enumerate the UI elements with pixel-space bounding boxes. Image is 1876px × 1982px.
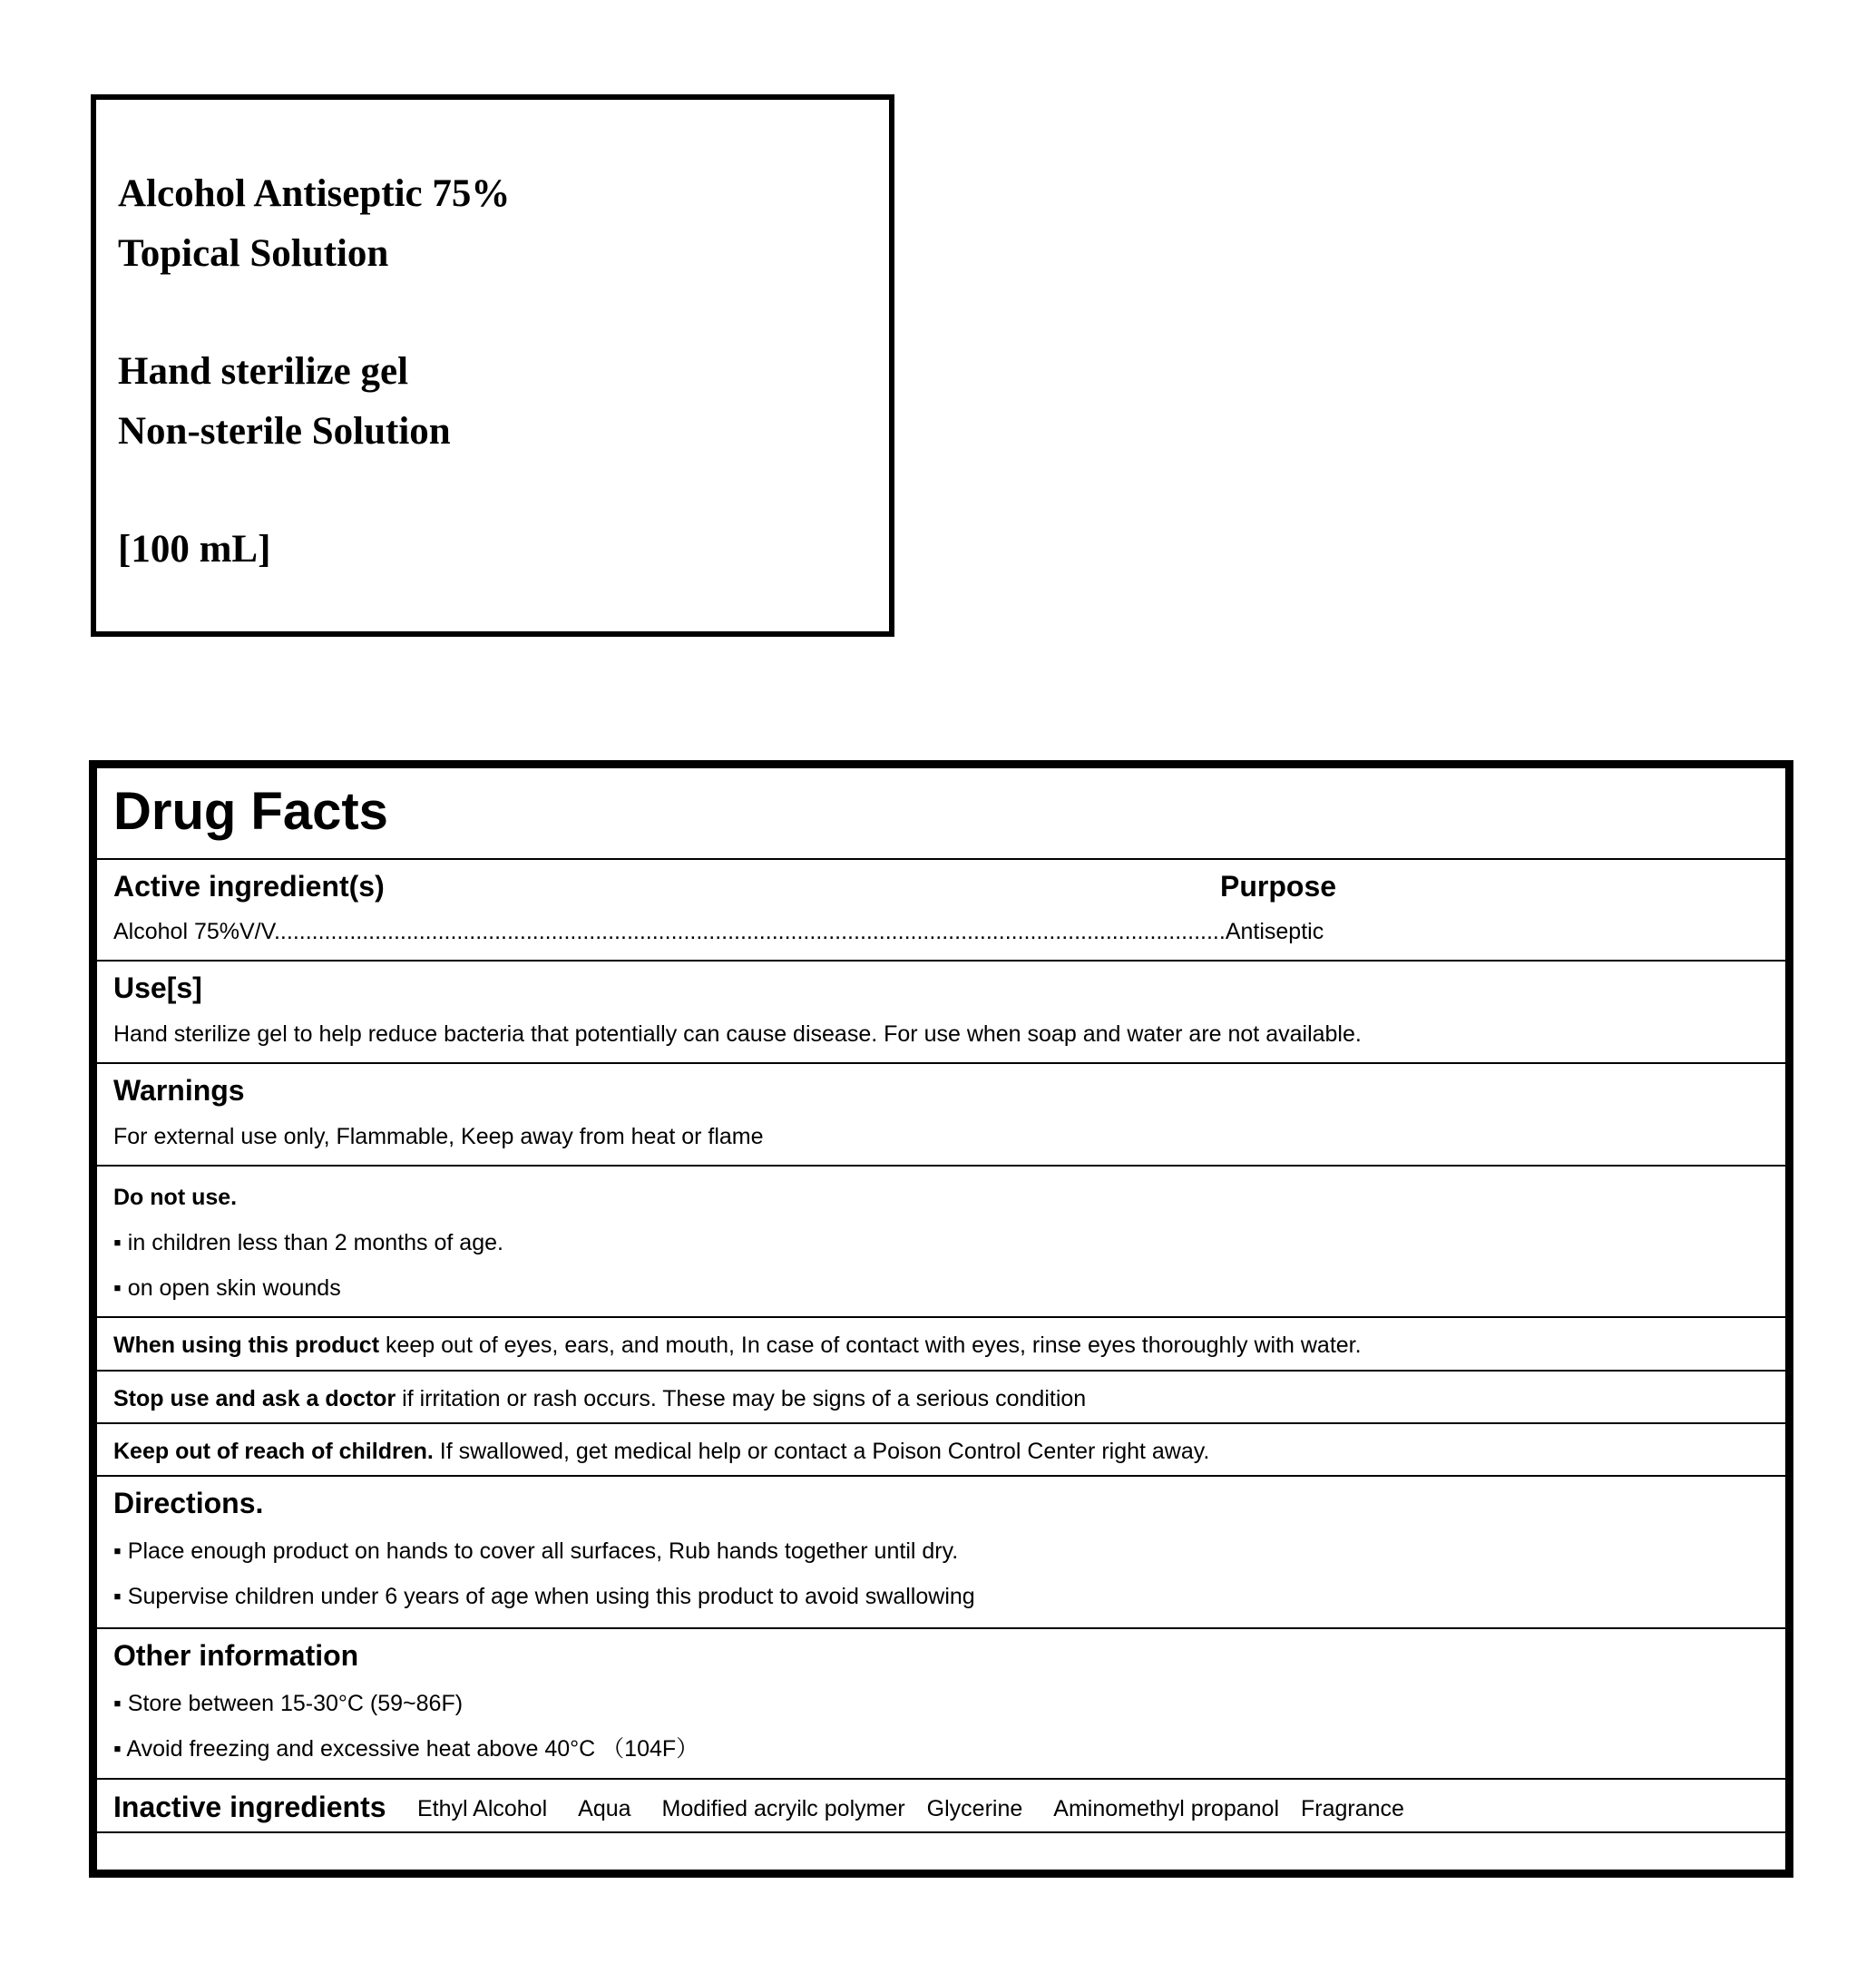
active-ingredient-row	[97, 860, 1785, 962]
directions-item: ▪ Supervise children under 6 years of age when using this product to avoid swallowing	[113, 1584, 975, 1609]
do-not-use-row	[97, 1167, 1785, 1318]
inactive-ingredients-row	[97, 1780, 1785, 1833]
directions-heading: Directions.	[113, 1487, 264, 1519]
stop-use-label: Stop use and ask a doctor	[113, 1386, 396, 1411]
other-information-item: ▪ Avoid freezing and excessive heat above 40°C （104F）	[113, 1736, 699, 1762]
inactive-ingredient: Ethyl Alcohol	[417, 1796, 548, 1821]
keep-out-line	[113, 1440, 1209, 1463]
directions-row	[97, 1477, 1785, 1629]
uses-row	[97, 962, 1785, 1064]
active-ingredient-line	[113, 921, 1324, 943]
keep-out-label: Keep out of reach of children.	[113, 1439, 434, 1464]
product-label-box	[91, 94, 894, 637]
product-volume: [100 mL]	[118, 528, 271, 571]
drug-facts-title-row	[97, 768, 1785, 860]
other-information-item: ▪ Store between 15-30°C (59~86F)	[113, 1691, 464, 1716]
inactive-ingredients-list	[417, 1798, 1435, 1821]
purpose-heading: Purpose	[1220, 870, 1337, 903]
active-ingredient-value: Alcohol 75%V/V	[113, 919, 274, 944]
inactive-ingredient: Modified acryilc polymer	[661, 1796, 905, 1821]
other-information-heading: Other information	[113, 1639, 359, 1672]
stop-use-row	[97, 1372, 1785, 1424]
when-using-line	[113, 1334, 1362, 1357]
drug-facts-panel	[89, 760, 1793, 1878]
product-name-line-1: Alcohol Antiseptic 75%	[118, 172, 511, 215]
when-using-row	[97, 1318, 1785, 1372]
do-not-use-item: ▪ on open skin wounds	[113, 1275, 341, 1301]
keep-out-text: If swallowed, get medical help or contact a Poison Control Center right away.	[433, 1439, 1210, 1464]
directions-item: ▪ Place enough product on hands to cover all surfaces, Rub hands together until dry.	[113, 1538, 959, 1564]
inactive-ingredient: Aminomethyl propanol	[1053, 1796, 1280, 1821]
warnings-row	[97, 1064, 1785, 1167]
uses-heading: Use[s]	[113, 971, 202, 1004]
purpose-value: Antiseptic	[1225, 919, 1324, 944]
leader-dots: .......................................................................................................................................................	[273, 919, 1226, 944]
inactive-ingredients-heading: Inactive ingredients	[113, 1791, 386, 1823]
stop-use-text: if irritation or rash occurs. These may be signs of a serious condition	[396, 1386, 1087, 1411]
product-name-line-2: Topical Solution	[118, 232, 389, 275]
warnings-heading: Warnings	[113, 1074, 245, 1107]
inactive-ingredient: Glycerine	[926, 1796, 1023, 1821]
product-desc-line-2: Non-sterile Solution	[118, 410, 451, 453]
drug-facts-title: Drug Facts	[113, 782, 388, 841]
inactive-ingredient: Fragrance	[1301, 1796, 1404, 1821]
stop-use-line	[113, 1388, 1086, 1411]
inactive-ingredient: Aqua	[578, 1796, 631, 1821]
do-not-use-heading: Do not use.	[113, 1185, 238, 1210]
when-using-label: When using this product	[113, 1333, 380, 1358]
when-using-text: keep out of eyes, ears, and mouth, In case of contact with eyes, rinse eyes thoroughly with water.	[379, 1333, 1362, 1358]
product-desc-line-1: Hand sterilize gel	[118, 350, 409, 393]
other-information-row	[97, 1629, 1785, 1780]
keep-out-row	[97, 1424, 1785, 1477]
do-not-use-item: ▪ in children less than 2 months of age.	[113, 1230, 503, 1255]
uses-text: Hand sterilize gel to help reduce bacteria that potentially can cause disease. For use when soap and water are not available.	[113, 1021, 1362, 1047]
warnings-text: For external use only, Flammable, Keep away from heat or flame	[113, 1124, 764, 1149]
active-ingredient-heading: Active ingredient(s)	[113, 870, 385, 903]
